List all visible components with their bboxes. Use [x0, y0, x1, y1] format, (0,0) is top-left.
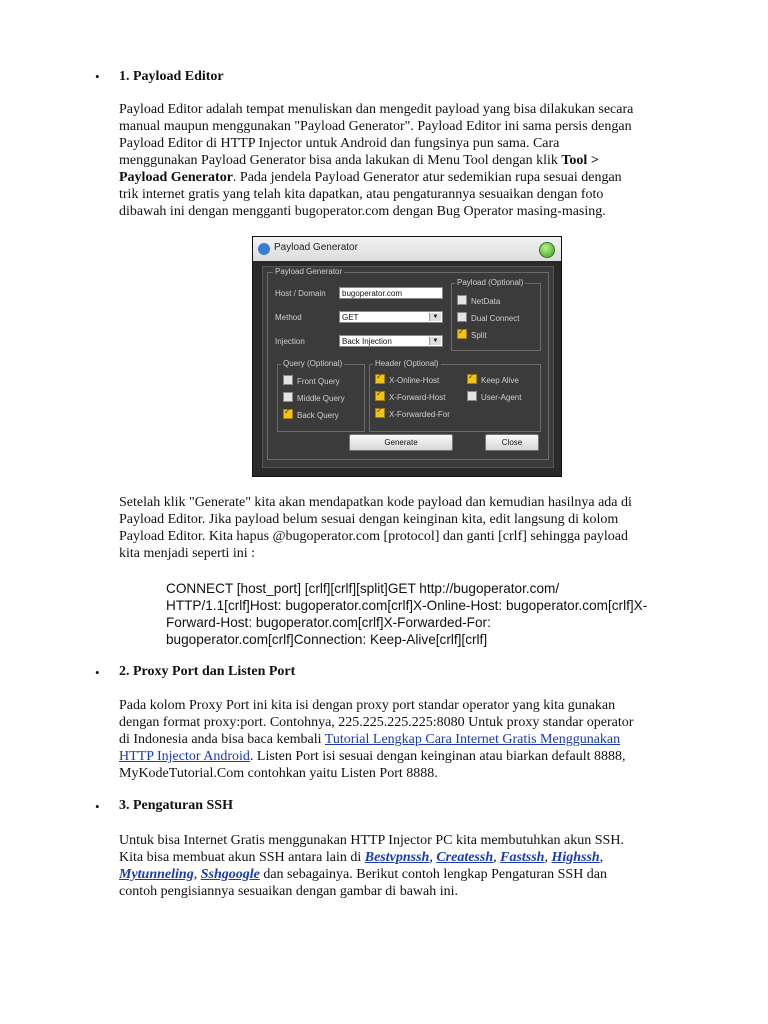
separator: ,: [493, 850, 497, 865]
text-line: Pada kolom Proxy Port ini kita isi dengan proxy port standar operator yang kita gunakan: [119, 698, 616, 713]
dialog-body: [262, 266, 554, 468]
text-line: kita menjadi seperti ini :: [119, 546, 256, 561]
text-line: [119, 849, 694, 866]
group-label: Payload Generator: [275, 267, 343, 276]
checkbox-label: Middle Query: [297, 394, 345, 403]
checkbox-checked-icon: [283, 409, 293, 419]
checkbox-checked-icon: [375, 391, 385, 401]
split-checkbox[interactable]: [457, 329, 487, 341]
separator: ,: [599, 850, 604, 865]
text-line: dibawah ini dengan mengganti bugoperator.com dengan Bug Operator masing-masing.: [119, 204, 606, 219]
x-forwarded-for-checkbox[interactable]: [375, 408, 450, 420]
checkbox-checked-icon: [467, 374, 477, 384]
text-line: contoh pengisiannya sesuaikan dengan gambar di bawah ini.: [119, 884, 459, 899]
checkbox-icon: [457, 312, 467, 322]
back-query-checkbox[interactable]: [283, 409, 339, 421]
text-span: . Pada jendela Payload Generator atur sedemikian rupa sesuai dengan: [232, 170, 622, 185]
group-label: Query (Optional): [283, 359, 343, 368]
separator: ,: [429, 850, 433, 865]
host-input[interactable]: bugoperator.com: [339, 287, 443, 299]
tutorial-link[interactable]: Tutorial Lengkap Cara Internet Gratis Menggunakan: [324, 732, 621, 747]
bullet-icon: •: [95, 69, 100, 84]
code-line: CONNECT [host_port] [crlf][crlf][split]GET http://bugoperator.com/: [166, 581, 560, 596]
bold-text: Tool >: [561, 153, 599, 168]
netdata-checkbox[interactable]: [457, 295, 500, 307]
checkbox-checked-icon: [375, 374, 385, 384]
text-line: [119, 731, 694, 748]
injection-value: Back Injection: [342, 337, 392, 346]
text-line: Untuk bisa Internet Gratis menggunakan HTTP Injector PC kita membutuhkan akun SSH.: [119, 833, 624, 848]
code-line: Forward-Host: bugoperator.com[crlf]X-Forwarded-For:: [166, 615, 491, 630]
injection-label: Injection: [275, 337, 305, 346]
text-line: Payload Editor di HTTP Injector untuk Android dan fungsinya pun sama. Cara: [119, 136, 560, 151]
checkbox-label: Keep Alive: [481, 376, 519, 385]
middle-query-checkbox[interactable]: [283, 392, 345, 404]
payload-generator-screenshot: [252, 236, 562, 477]
bullet-icon: •: [95, 799, 100, 814]
chevron-down-icon: ▼: [429, 313, 441, 321]
text-line: [119, 169, 694, 186]
host-label: Host / Domain: [275, 289, 326, 298]
text-line: Payload Editor. Kita hapus @bugoperator.com [protocol] dan ganti [crlf] sehingga payload: [119, 529, 628, 544]
checkbox-icon: [467, 391, 477, 401]
method-value: GET: [342, 313, 359, 322]
close-window-icon[interactable]: [539, 242, 555, 258]
createssh-link[interactable]: Createssh: [436, 850, 494, 865]
http-injector-android-link[interactable]: HTTP Injector Android: [119, 749, 250, 764]
checkbox-label: X-Online-Host: [389, 376, 440, 385]
checkbox-checked-icon: [457, 329, 467, 339]
code-line: HTTP/1.1[crlf]Host: bugoperator.com[crlf]X-Online-Host: bugoperator.com[crlf]X-: [166, 598, 648, 613]
text-line: MyKodeTutorial.Com contohkan yaitu Listen Port 8888.: [119, 766, 438, 781]
user-agent-checkbox[interactable]: [467, 391, 521, 403]
checkbox-label: Dual Connect: [471, 314, 520, 323]
dialog-titlebar: [253, 237, 561, 261]
method-select[interactable]: [339, 311, 443, 323]
separator: ,: [193, 867, 198, 882]
dialog-title: Payload Generator: [274, 242, 358, 253]
checkbox-label: X-Forward-Host: [389, 393, 446, 402]
checkbox-label: X-Forwarded-For: [389, 410, 450, 419]
text-span: Kita bisa membuat akun SSH antara lain di: [119, 850, 362, 865]
sshgoogle-link[interactable]: Sshgoogle: [200, 867, 260, 882]
group-label: Payload (Optional): [457, 278, 524, 287]
text-line: Payload Editor adalah tempat menuliskan dan mengedit payload yang bisa dilakukan secara: [119, 102, 634, 117]
text-line: [119, 866, 694, 883]
section-2-heading: 2. Proxy Port dan Listen Port: [119, 664, 296, 679]
section-2-paragraph: [119, 697, 694, 782]
close-button[interactable]: Close: [485, 434, 539, 451]
text-line: [119, 748, 694, 765]
chevron-down-icon: ▼: [429, 337, 441, 345]
dual-connect-checkbox[interactable]: [457, 312, 519, 324]
checkbox-label: NetData: [471, 297, 501, 306]
text-span: . Listen Port isi sesuai dengan keinginan atau biarkan default 8888,: [249, 749, 626, 764]
section-3-paragraph: [119, 832, 694, 900]
section-3-heading: 3. Pengaturan SSH: [119, 798, 233, 813]
section-1-paragraph-2: [119, 494, 694, 562]
mytunneling-link[interactable]: Mytunneling: [119, 867, 194, 882]
injection-select[interactable]: [339, 335, 443, 347]
text-line: Payload Editor. Jika payload belum sesuai dengan keinginan kita, edit langsung di kolom: [119, 512, 619, 527]
group-label: Header (Optional): [375, 359, 439, 368]
bestvpnssh-link[interactable]: Bestvpnssh: [364, 850, 430, 865]
section-1-heading: 1. Payload Editor: [119, 69, 224, 84]
text-line: trik internet gratis yang telah kita dapatkan, atau pengaturannya sesuaikan dengan foto: [119, 187, 604, 202]
payload-code-block: [166, 580, 696, 648]
text-span: menggunakan Payload Generator bisa anda lakukan di Menu Tool dengan klik: [119, 153, 558, 168]
section-1-paragraph-1: [119, 101, 694, 220]
text-span: dan sebagainya. Berikut contoh lengkap Pengaturan SSH dan: [263, 867, 608, 882]
front-query-checkbox[interactable]: [283, 375, 340, 387]
checkbox-checked-icon: [375, 408, 385, 418]
text-span: di Indonesia anda bisa baca kembali: [119, 732, 322, 747]
x-online-host-checkbox[interactable]: [375, 374, 439, 386]
checkbox-icon: [457, 295, 467, 305]
x-forward-host-checkbox[interactable]: [375, 391, 445, 403]
keep-alive-checkbox[interactable]: [467, 374, 519, 386]
checkbox-label: User-Agent: [481, 393, 522, 402]
generate-button[interactable]: Generate: [349, 434, 453, 451]
code-line: bugoperator.com[crlf]Connection: Keep-Alive[crlf][crlf]: [166, 632, 488, 647]
text-line: [119, 152, 694, 169]
checkbox-icon: [283, 375, 293, 385]
checkbox-label: Split: [471, 331, 487, 340]
method-label: Method: [275, 313, 302, 322]
fastssh-link[interactable]: Fastssh: [500, 850, 545, 865]
bullet-icon: •: [95, 665, 100, 680]
separator: ,: [544, 850, 548, 865]
bold-text: Payload Generator: [119, 170, 233, 185]
text-line: manual maupun menggunakan "Payload Generator". Payload Editor ini sama persis dengan: [119, 119, 632, 134]
checkbox-icon: [283, 392, 293, 402]
text-line: Setelah klik "Generate" kita akan mendapatkan kode payload dan kemudian hasilnya ada di: [119, 495, 632, 510]
highssh-link[interactable]: Highssh: [551, 850, 600, 865]
checkbox-label: Front Query: [297, 377, 340, 386]
app-icon: [258, 243, 270, 255]
checkbox-label: Back Query: [297, 411, 339, 420]
text-line: dengan format proxy:port. Contohnya, 225.225.225.225:8080 Untuk proxy standar operator: [119, 715, 634, 730]
